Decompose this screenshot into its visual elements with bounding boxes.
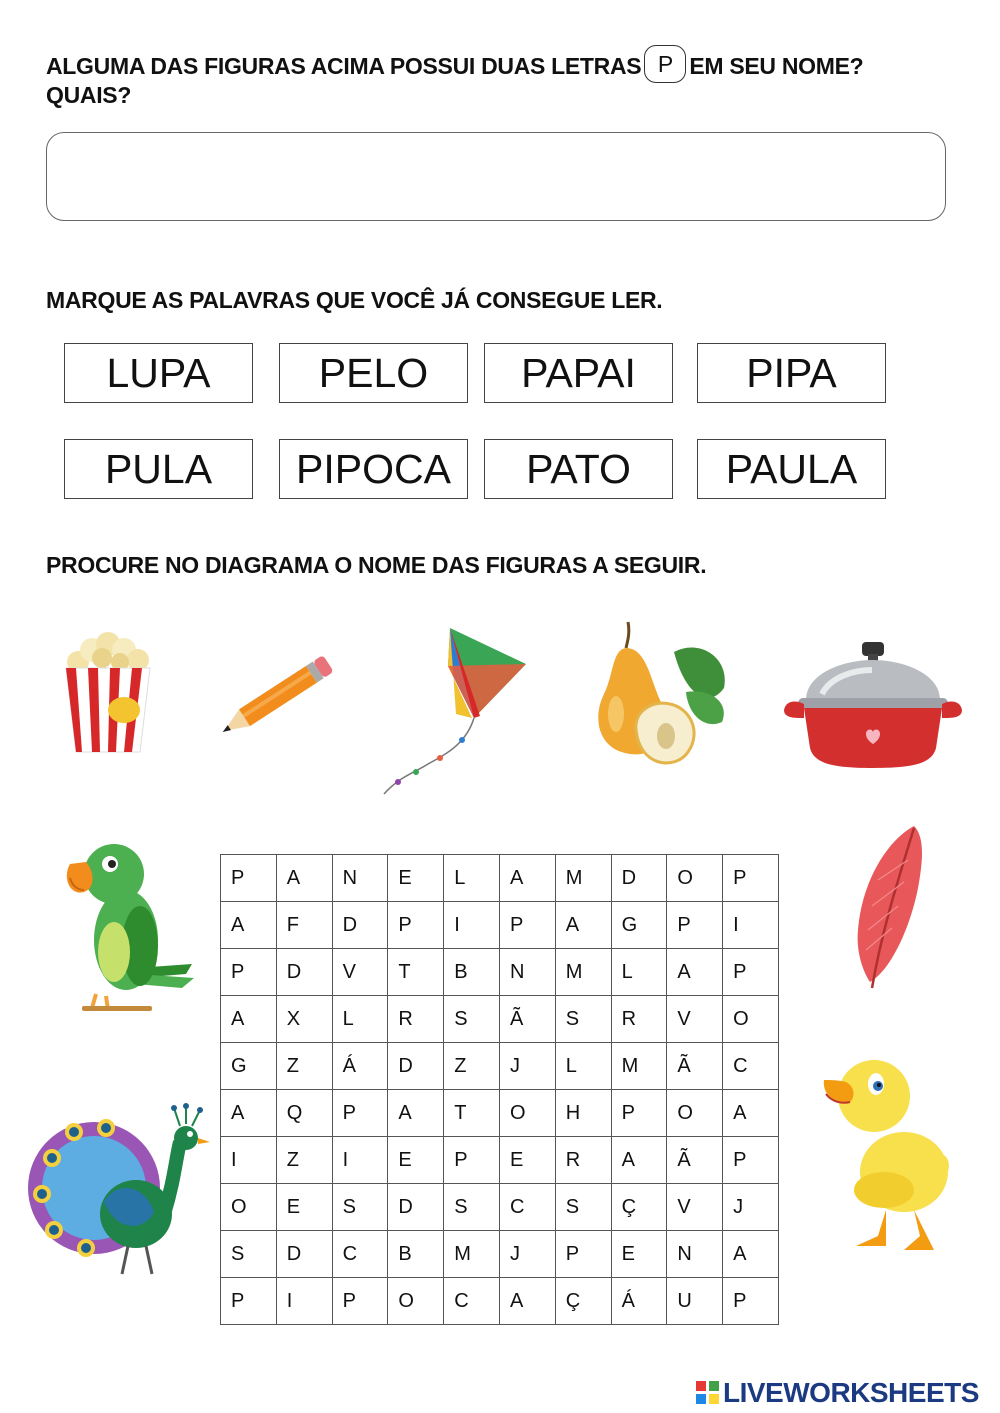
grid-cell[interactable]: Ã — [499, 996, 555, 1043]
grid-cell[interactable]: L — [444, 855, 500, 902]
grid-cell[interactable]: M — [555, 949, 611, 996]
grid-row — [221, 1090, 779, 1137]
grid-cell[interactable]: E — [499, 1137, 555, 1184]
grid-cell[interactable]: D — [388, 1043, 444, 1090]
grid-cell[interactable]: F — [276, 902, 332, 949]
grid-cell[interactable]: P — [667, 902, 723, 949]
grid-cell[interactable]: C — [723, 1043, 779, 1090]
grid-cell[interactable]: V — [667, 1184, 723, 1231]
grid-cell[interactable]: O — [667, 1090, 723, 1137]
grid-row — [221, 855, 779, 902]
grid-cell[interactable]: T — [444, 1090, 500, 1137]
word-box[interactable]: PAPAI — [484, 343, 673, 403]
grid-cell[interactable]: I — [221, 1137, 277, 1184]
grid-cell[interactable]: T — [388, 949, 444, 996]
grid-cell[interactable]: P — [388, 902, 444, 949]
grid-cell[interactable]: P — [723, 855, 779, 902]
grid-cell[interactable]: Á — [332, 1043, 388, 1090]
grid-cell[interactable]: A — [221, 902, 277, 949]
grid-cell[interactable]: A — [555, 902, 611, 949]
grid-cell[interactable]: P — [499, 902, 555, 949]
grid-cell[interactable]: Ç — [611, 1184, 667, 1231]
grid-cell[interactable]: Ç — [555, 1278, 611, 1325]
grid-cell[interactable]: J — [723, 1184, 779, 1231]
grid-cell[interactable]: N — [332, 855, 388, 902]
grid-cell[interactable]: P — [332, 1090, 388, 1137]
pot-icon — [782, 638, 964, 770]
grid-cell[interactable]: D — [276, 1231, 332, 1278]
grid-cell[interactable]: J — [499, 1231, 555, 1278]
word-box[interactable]: PIPA — [697, 343, 886, 403]
grid-row — [221, 996, 779, 1043]
grid-cell[interactable]: I — [723, 902, 779, 949]
grid-row — [221, 1231, 779, 1278]
grid-cell[interactable]: I — [444, 902, 500, 949]
grid-cell[interactable]: A — [221, 996, 277, 1043]
grid-row — [221, 1184, 779, 1231]
grid-cell[interactable]: S — [221, 1231, 277, 1278]
grid-cell[interactable]: O — [667, 855, 723, 902]
grid-cell[interactable]: S — [332, 1184, 388, 1231]
grid-cell[interactable]: A — [723, 1231, 779, 1278]
grid-cell[interactable]: B — [444, 949, 500, 996]
word-box[interactable]: PULA — [64, 439, 253, 499]
word-box[interactable]: PIPOCA — [279, 439, 468, 499]
word-box[interactable]: PELO — [279, 343, 468, 403]
grid-cell[interactable]: L — [555, 1043, 611, 1090]
grid-cell[interactable]: A — [723, 1090, 779, 1137]
grid-cell[interactable]: M — [555, 855, 611, 902]
grid-cell[interactable]: V — [667, 996, 723, 1043]
grid-row — [221, 1137, 779, 1184]
grid-cell[interactable]: E — [388, 855, 444, 902]
question-1-line-1 — [46, 52, 863, 83]
grid-cell[interactable]: A — [499, 1278, 555, 1325]
grid-cell[interactable]: J — [499, 1043, 555, 1090]
word-search-grid — [220, 854, 779, 1325]
grid-cell[interactable]: D — [611, 855, 667, 902]
grid-cell[interactable]: Z — [276, 1137, 332, 1184]
grid-cell[interactable]: U — [667, 1278, 723, 1325]
grid-cell[interactable]: I — [276, 1278, 332, 1325]
grid-cell[interactable]: E — [611, 1231, 667, 1278]
grid-cell[interactable]: S — [555, 996, 611, 1043]
grid-cell[interactable]: M — [444, 1231, 500, 1278]
answer-input[interactable] — [47, 133, 945, 220]
grid-cell[interactable]: A — [388, 1090, 444, 1137]
word-box[interactable]: PAULA — [697, 439, 886, 499]
pear-icon — [590, 618, 734, 770]
word-box[interactable]: LUPA — [64, 343, 253, 403]
liveworksheets-logo-icon — [696, 1381, 720, 1405]
grid-cell[interactable]: M — [611, 1043, 667, 1090]
parrot-icon — [56, 838, 196, 1020]
grid-cell[interactable]: I — [332, 1137, 388, 1184]
grid-cell[interactable]: A — [499, 855, 555, 902]
grid-cell[interactable]: E — [388, 1137, 444, 1184]
grid-cell[interactable]: N — [499, 949, 555, 996]
grid-cell[interactable]: A — [667, 949, 723, 996]
grid-cell[interactable]: Z — [444, 1043, 500, 1090]
question-1-line-2: QUAIS? — [46, 82, 132, 108]
grid-row — [221, 1043, 779, 1090]
grid-cell[interactable]: N — [667, 1231, 723, 1278]
grid-cell[interactable]: D — [332, 902, 388, 949]
grid-cell[interactable]: G — [221, 1043, 277, 1090]
grid-cell[interactable]: Z — [276, 1043, 332, 1090]
grid-cell[interactable]: Á — [611, 1278, 667, 1325]
grid-cell[interactable]: A — [276, 855, 332, 902]
pencil-icon — [210, 648, 346, 744]
grid-cell[interactable]: C — [499, 1184, 555, 1231]
footer-logo — [696, 1376, 979, 1410]
grid-row — [221, 902, 779, 949]
grid-cell[interactable]: P — [221, 855, 277, 902]
grid-cell[interactable]: Ã — [667, 1137, 723, 1184]
question-1-text-before: ALGUMA DAS FIGURAS ACIMA POSSUI DUAS LETRAS — [46, 53, 642, 79]
footer-brand: LIVEWORKSHEETS — [723, 1377, 979, 1408]
grid-cell[interactable]: P — [723, 949, 779, 996]
grid-cell[interactable]: P — [611, 1090, 667, 1137]
grid-cell[interactable]: X — [276, 996, 332, 1043]
grid-cell[interactable]: Q — [276, 1090, 332, 1137]
grid-cell[interactable]: C — [444, 1278, 500, 1325]
grid-cell[interactable]: P — [332, 1278, 388, 1325]
grid-cell[interactable]: R — [388, 996, 444, 1043]
peacock-icon — [24, 1102, 212, 1284]
answer-box[interactable] — [46, 132, 946, 221]
grid-cell[interactable]: S — [444, 996, 500, 1043]
question-3-title: PROCURE NO DIAGRAMA O NOME DAS FIGURAS A SEGUIR. — [46, 552, 707, 578]
grid-cell[interactable]: O — [221, 1184, 277, 1231]
grid-cell[interactable]: B — [388, 1231, 444, 1278]
grid-cell[interactable]: H — [555, 1090, 611, 1137]
popcorn-icon — [62, 628, 154, 754]
grid-cell[interactable]: E — [276, 1184, 332, 1231]
question-1-text-after: EM SEU NOME? — [689, 53, 864, 79]
grid-cell[interactable]: P — [555, 1231, 611, 1278]
grid-cell[interactable]: P — [723, 1137, 779, 1184]
grid-cell[interactable]: P — [221, 1278, 277, 1325]
grid-cell[interactable]: O — [499, 1090, 555, 1137]
grid-cell[interactable]: R — [555, 1137, 611, 1184]
grid-cell[interactable]: G — [611, 902, 667, 949]
feather-icon — [848, 820, 928, 992]
grid-cell[interactable]: O — [723, 996, 779, 1043]
grid-cell[interactable]: L — [332, 996, 388, 1043]
grid-row — [221, 1278, 779, 1325]
grid-cell[interactable]: P — [444, 1137, 500, 1184]
grid-cell[interactable]: A — [221, 1090, 277, 1137]
duck-icon — [820, 1050, 954, 1260]
grid-cell[interactable]: R — [611, 996, 667, 1043]
word-box[interactable]: PATO — [484, 439, 673, 499]
grid-row — [221, 949, 779, 996]
kite-icon — [376, 624, 528, 796]
question-2-title: MARQUE AS PALAVRAS QUE VOCÊ JÁ CONSEGUE LER. — [46, 287, 663, 313]
grid-cell[interactable]: D — [388, 1184, 444, 1231]
grid-cell[interactable]: L — [611, 949, 667, 996]
grid-cell[interactable]: P — [723, 1278, 779, 1325]
grid-cell[interactable]: C — [332, 1231, 388, 1278]
letter-p-box: P — [644, 45, 686, 83]
grid-cell[interactable]: Ã — [667, 1043, 723, 1090]
grid-cell[interactable]: O — [388, 1278, 444, 1325]
grid-cell[interactable]: S — [555, 1184, 611, 1231]
grid-cell[interactable]: D — [276, 949, 332, 996]
grid-cell[interactable]: V — [332, 949, 388, 996]
grid-cell[interactable]: A — [611, 1137, 667, 1184]
grid-cell[interactable]: P — [221, 949, 277, 996]
grid-cell[interactable]: S — [444, 1184, 500, 1231]
